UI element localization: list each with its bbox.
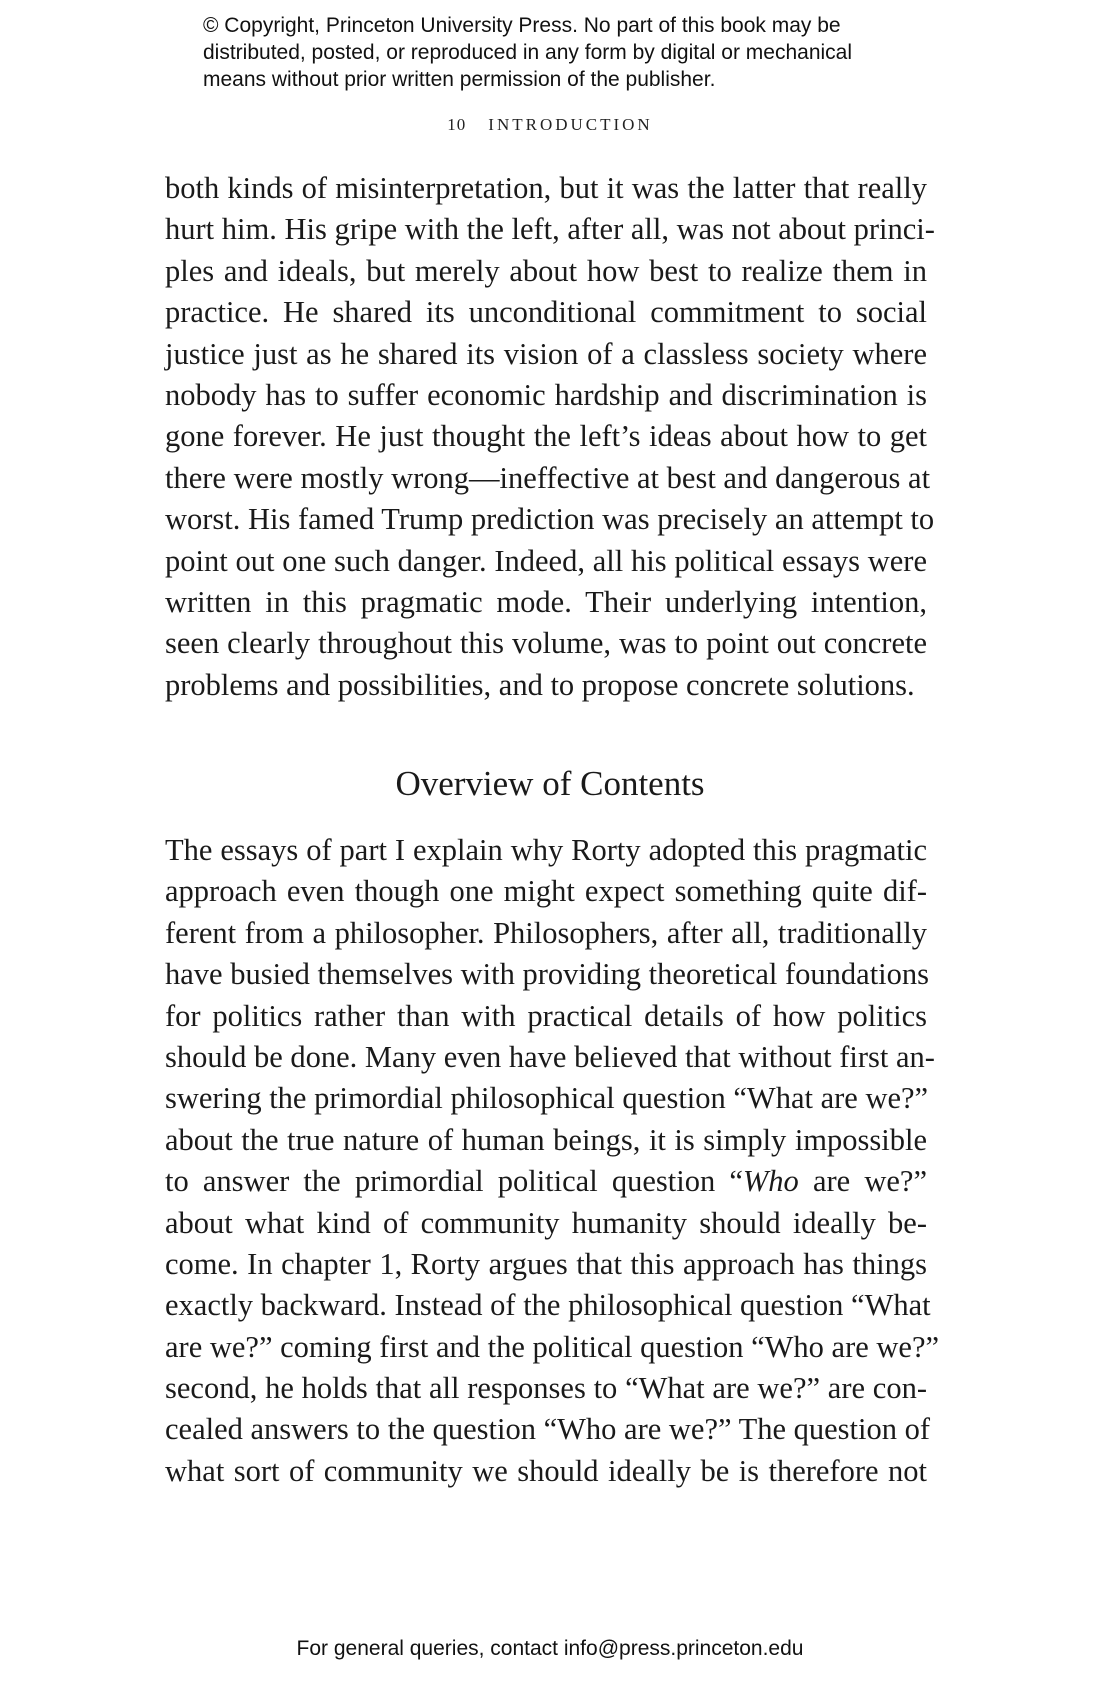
paragraph-line: about what kind of community humanity should ideally be-: [165, 1205, 927, 1240]
paragraph-line: gone forever. He just thought the left’s ideas about how to get: [165, 419, 927, 454]
footer-contact: For general queries, contact info@press.princeton.edu: [296, 1637, 804, 1660]
paragraph-line: there were mostly wrong—ineffective at best and dangerous at: [165, 460, 931, 495]
paragraph-line: both kinds of misinterpretation, but it was the latter that really: [165, 171, 927, 205]
paragraph-line: cealed answers to the question “Who are we?” The question of: [165, 1412, 931, 1447]
line-text: are we?”: [798, 1164, 927, 1199]
paragraph-line: should be done. Many even have believed that without first an-: [165, 1039, 935, 1074]
paragraph-line-with-italic: [165, 1161, 927, 1202]
paragraph-line: written in this pragmatic mode. Their underlying intention,: [165, 584, 927, 619]
running-head: [0, 115, 1100, 135]
paragraph-line: ferent from a philosopher. Philosophers, after all, traditionally: [165, 915, 927, 950]
paragraph-line: The essays of part I explain why Rorty adopted this pragmatic: [165, 833, 927, 867]
section-heading: Overview of Contents: [395, 764, 705, 803]
paragraph-line: nobody has to suffer economic hardship and discrimination is: [165, 377, 927, 412]
paragraph-line: for politics rather than with practical details of how politics: [165, 998, 927, 1033]
paragraph-2: [165, 830, 940, 1492]
paragraph-line: have busied themselves with providing theoretical foundations: [165, 957, 930, 992]
line-text: to answer the primordial political question “: [165, 1164, 743, 1199]
paragraph-line: approach even though one might expect something quite dif-: [165, 874, 927, 909]
italic-word: Who: [742, 1164, 799, 1199]
paragraph-line: point out one such danger. Indeed, all his political essays were: [165, 543, 927, 578]
paragraph-line: what sort of community we should ideally be is therefore not: [165, 1453, 927, 1488]
paragraph-line: worst. His famed Trump prediction was precisely an attempt to: [165, 502, 935, 537]
paragraph-line: hurt him. His gripe with the left, after all, was not about princi-: [165, 212, 935, 247]
paragraph-line: come. In chapter 1, Rorty argues that this approach has things: [165, 1246, 927, 1281]
paragraph-line: are we?” coming first and the political question “Who are we?”: [165, 1329, 940, 1364]
paragraph-line: ples and ideals, but merely about how best to realize them in: [165, 253, 927, 288]
paragraph-line: problems and possibilities, and to propose concrete solutions.: [165, 667, 915, 702]
paragraph-line: second, he holds that all responses to “What are we?” are con-: [165, 1371, 927, 1406]
page-number: 10: [447, 115, 467, 134]
paragraph-line: about the true nature of human beings, it is simply impossible: [165, 1122, 927, 1157]
paragraph-line: exactly backward. Instead of the philosophical question “What: [165, 1288, 931, 1323]
paragraph-line: swering the primordial philosophical question “What are we?”: [165, 1081, 929, 1116]
copyright-notice: © Copyright, Princeton University Press. No part of this book may be distributed, posted, or reproduced in any form by digital or mechanical means without prior written permission of the publisher.: [203, 14, 853, 91]
running-head-section: INTRODUCTION: [488, 115, 653, 134]
paragraph-1: [165, 168, 935, 706]
paragraph-line: justice just as he shared its vision of a classless society where: [165, 336, 927, 371]
paragraph-line: practice. He shared its unconditional commitment to social: [165, 295, 927, 330]
paragraph-line: seen clearly throughout this volume, was to point out concrete: [165, 626, 927, 661]
